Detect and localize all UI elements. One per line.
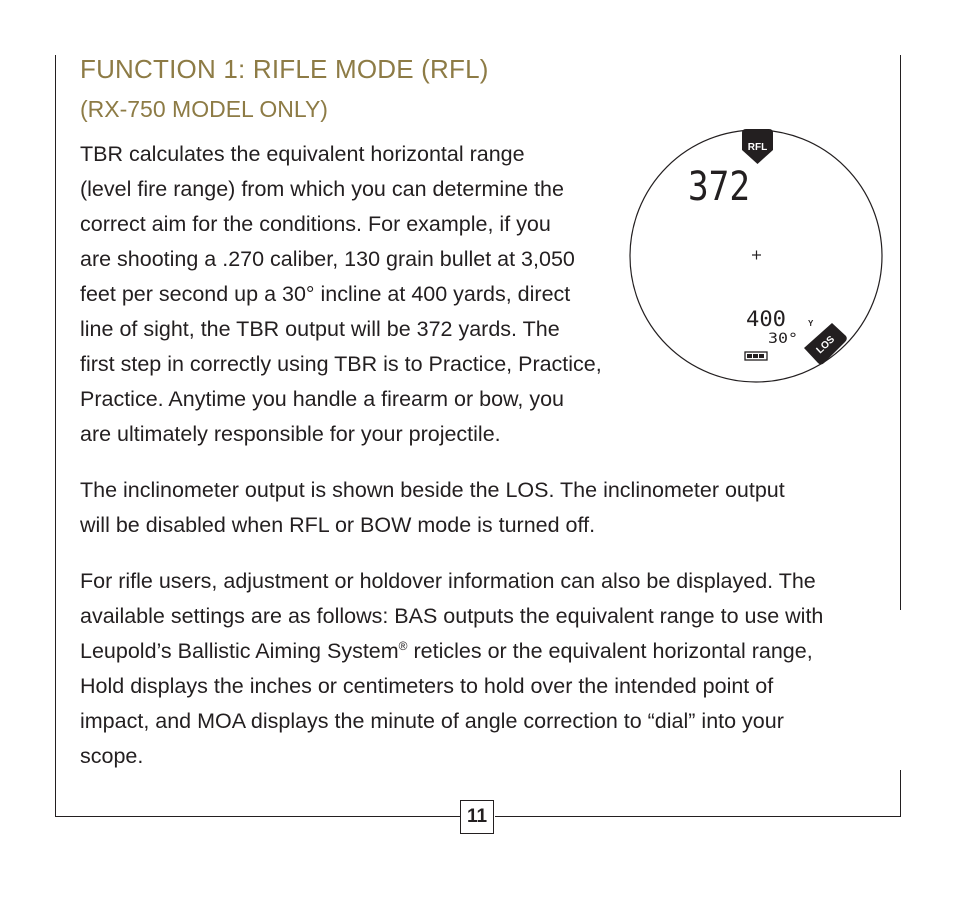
section-title: FUNCTION 1: RIFLE MODE (RFL) (80, 54, 489, 84)
page-frame-left (55, 55, 56, 817)
los-tab-label: LOS (814, 334, 838, 357)
page-frame-right-bottom (900, 770, 901, 817)
text-line: first step in correctly using TBR is to Practice, Practice, (80, 352, 602, 376)
text-line: correct aim for the conditions. For example, if you (80, 212, 551, 236)
text-line: Hold displays the inches or centimeters to hold over the intended point of (80, 674, 774, 698)
incline-readout: 30° (768, 331, 798, 347)
intro-paragraph (80, 137, 640, 452)
text-line: impact, and MOA displays the minute of angle correction to “dial” into your (80, 709, 784, 733)
unit-indicator: Y (808, 319, 814, 328)
page-frame-bottom-right (495, 816, 901, 817)
main-range-readout: 372 (688, 164, 750, 210)
registered-mark: ® (398, 638, 408, 653)
text-line: feet per second up a 30° incline at 400 yards, direct (80, 282, 571, 306)
section-subtitle: (RX-750 MODEL ONLY) (80, 96, 328, 122)
text-line: Leupold’s Ballistic Aiming System (80, 639, 399, 663)
text-line: The inclinometer output is shown beside the LOS. The inclinometer output (80, 478, 785, 502)
los-distance-readout: 400 (746, 307, 786, 331)
page-number: 11 (460, 800, 494, 834)
mode-tab-label: RFL (747, 142, 768, 153)
text-line: Practice. Anytime you handle a firearm or bow, you (80, 387, 564, 411)
text-line: are shooting a .270 caliber, 130 grain bullet at 3,050 (80, 247, 575, 271)
text-line: For rifle users, adjustment or holdover information can also be displayed. The (80, 569, 816, 593)
page-frame-right-top (900, 55, 901, 610)
text-line: reticles or the equivalent horizontal range, (407, 639, 813, 663)
text-line: are ultimately responsible for your projectile. (80, 422, 501, 446)
page-frame-bottom-left (55, 816, 461, 817)
inclinometer-paragraph (80, 473, 890, 543)
text-line: TBR calculates the equivalent horizontal range (80, 142, 525, 166)
text-line: (level fire range) from which you can determine the (80, 177, 564, 201)
settings-paragraph (80, 564, 890, 774)
text-line: available settings are as follows: BAS outputs the equivalent range to use with (80, 604, 824, 628)
text-line: will be disabled when RFL or BOW mode is turned off. (80, 513, 596, 537)
text-line: scope. (80, 744, 144, 768)
rangefinder-display-illustration (628, 128, 886, 390)
text-line: line of sight, the TBR output will be 372 yards. The (80, 317, 560, 341)
